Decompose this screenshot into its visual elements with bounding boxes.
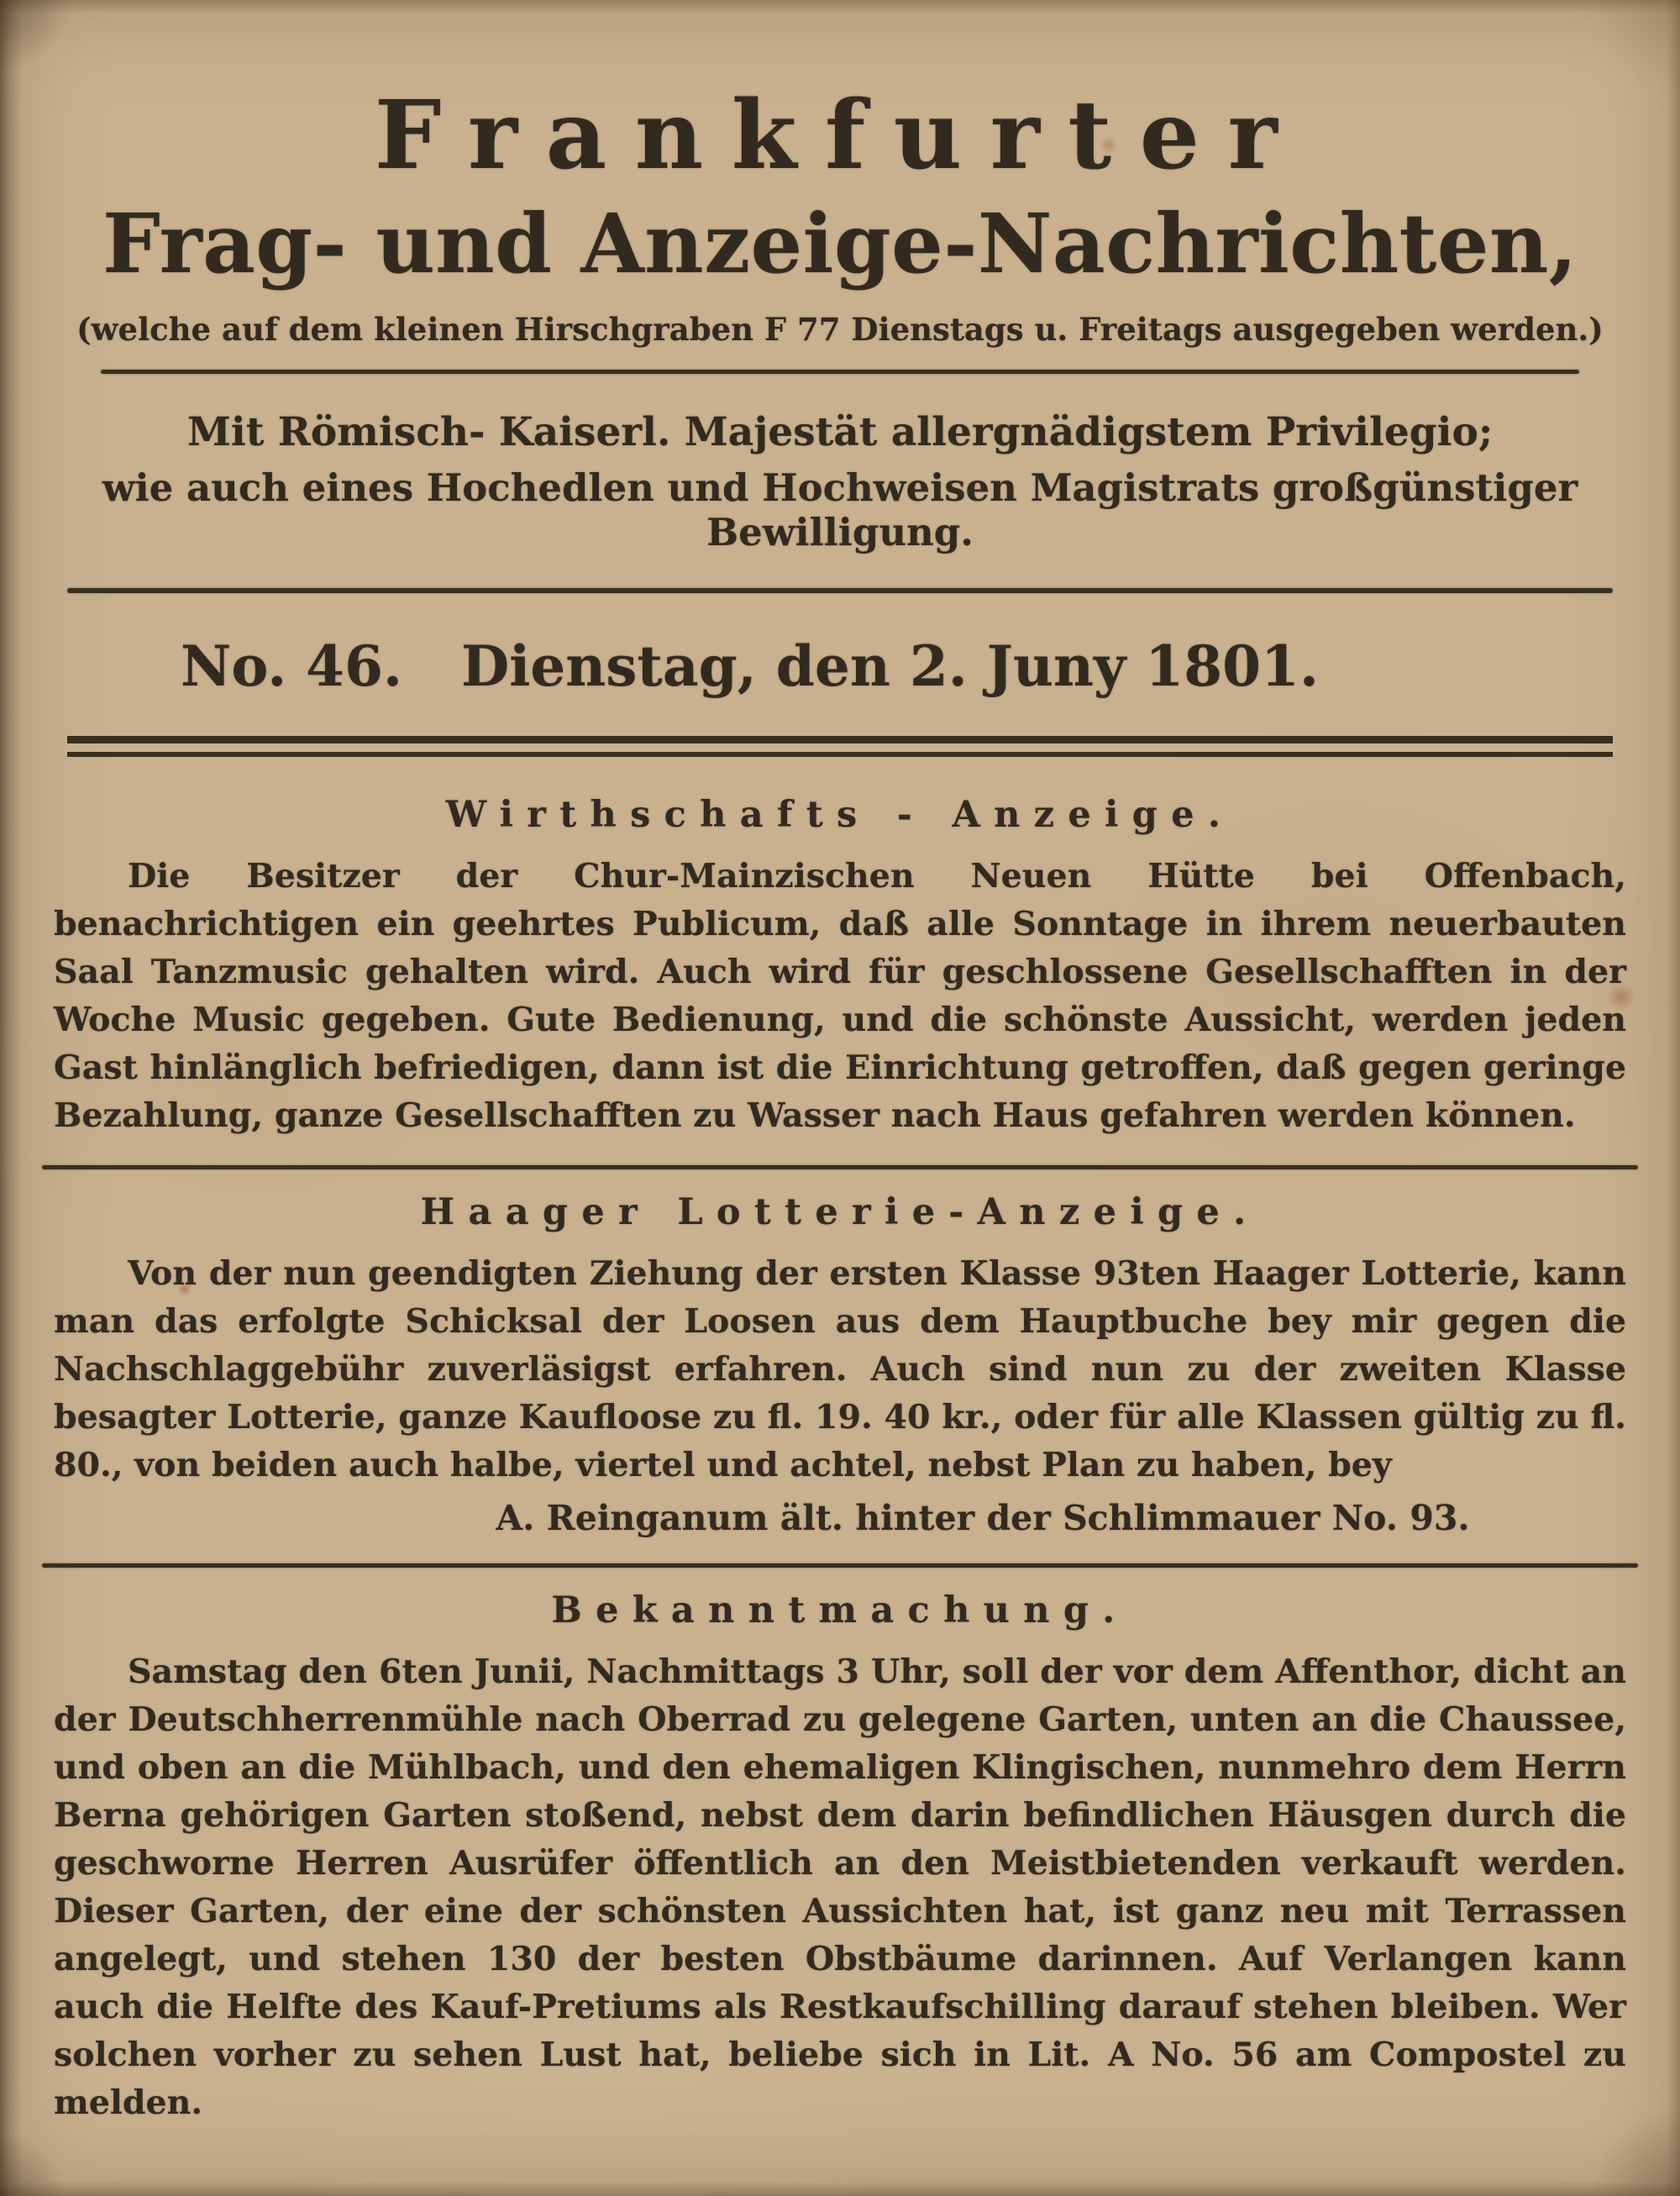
horizontal-rule-subtitle xyxy=(101,370,1579,374)
masthead-title-line2: Frag- und Anzeige-Nachrichten, xyxy=(102,196,1578,292)
article-haager-lotterie-anzeige xyxy=(0,1191,1680,1538)
article-heading: Bekanntmachung. xyxy=(551,1589,1129,1631)
privilege-line2: wie auch eines Hochedlen und Hochweisen Magistrats großgünstiger Bewilligung. xyxy=(102,465,1578,554)
article-body: Die Besitzer der Chur-Mainzischen Neuen Hütte bei Offenbach, benachrichtigen ein geehrtes Publicum, daß alle Sonntage in ihrem neuerbauten Saal Tanzmusic gehalten wird. Auch wird für geschlossene Gesellschafften in der Woche Music gegeben. Gute Bedienung, und die schönste Aussicht, werden jeden Gast hinlänglich befriedigen, dann ist die Einrichtung getroffen, daß gegen geringe Bezahlung, ganze Gesellschafften zu Wasser nach Haus gefahren werden können. xyxy=(54,856,1626,1135)
article-heading: Wirthschafts - Anzeige. xyxy=(445,793,1235,836)
issue-line xyxy=(0,633,1680,699)
article-body: Samstag den 6ten Junii, Nachmittags 3 Uhr, soll der vor dem Affenthor, dicht an der Deutschherrenmühle nach Oberrad zu gelegene Garten, unten an die Chaussee, und oben an die Mühlbach, und den ehemaligen Klingischen, nunmehro dem Herrn Berna gehörigen Garten stoßend, nebst dem darin befindlichen Häusgen durch die geschworne Herren Ausrüfer öffentlich an den Meistbietenden verkauft werden. Dieser Garten, der eine der schönsten Aussichten hat, ist ganz neu mit Terrassen angelegt, und stehen 130 der besten Obstbäume darinnen. Auf Verlangen kann auch die Helfte des Kauf-Pretiums als Restkaufschilling darauf stehen bleiben. Wer solchen vorher zu sehen Lust hat, beliebe sich in Lit. A No. 56 am Compostel zu melden. xyxy=(54,1652,1626,2122)
article-heading: Haager Lotterie-Anzeige. xyxy=(420,1190,1260,1233)
article-bekanntmachung xyxy=(0,1589,1680,2127)
newspaper-body xyxy=(0,794,1680,2127)
issue-date: Dienstag, den 2. Juny 1801. xyxy=(460,633,1319,699)
horizontal-rule-section xyxy=(42,1165,1638,1169)
masthead-title-line1: Frankfurter xyxy=(374,81,1306,191)
horizontal-rule-section xyxy=(42,1563,1638,1568)
article-body: Von der nun geendigten Ziehung der ersten Klasse 93ten Haager Lotterie, kann man das erfolgte Schicksal der Loosen aus dem Hauptbuche bey mir gegen die Nachschlaggebühr zuverläsigst erfahren. Auch sind nun zu der zweiten Klasse besagter Lotterie, ganze Kaufloose zu fl. 19. 40 kr., oder für alle Klassen gültig zu fl. 80., von beiden auch halbe, viertel und achtel, nebst Plan zu haben, bey xyxy=(54,1253,1626,1484)
horizontal-rule-double xyxy=(67,736,1613,757)
article-signature: A. Reinganum ält. hinter der Schlimmauer No. 93. xyxy=(496,1497,1470,1538)
horizontal-rule-privilege xyxy=(67,588,1613,593)
masthead-subtitle: (welche auf dem kleinen Hirschgraben F 77 Dienstags u. Freitags ausgegeben werden.) xyxy=(76,310,1604,348)
privilege-line1: Mit Römisch- Kaiserl. Majestät allergnädigstem Privilegio; xyxy=(186,408,1494,455)
article-wirthschafts-anzeige xyxy=(0,794,1680,1140)
issue-number: No. 46. xyxy=(181,633,402,699)
masthead xyxy=(0,0,1680,757)
